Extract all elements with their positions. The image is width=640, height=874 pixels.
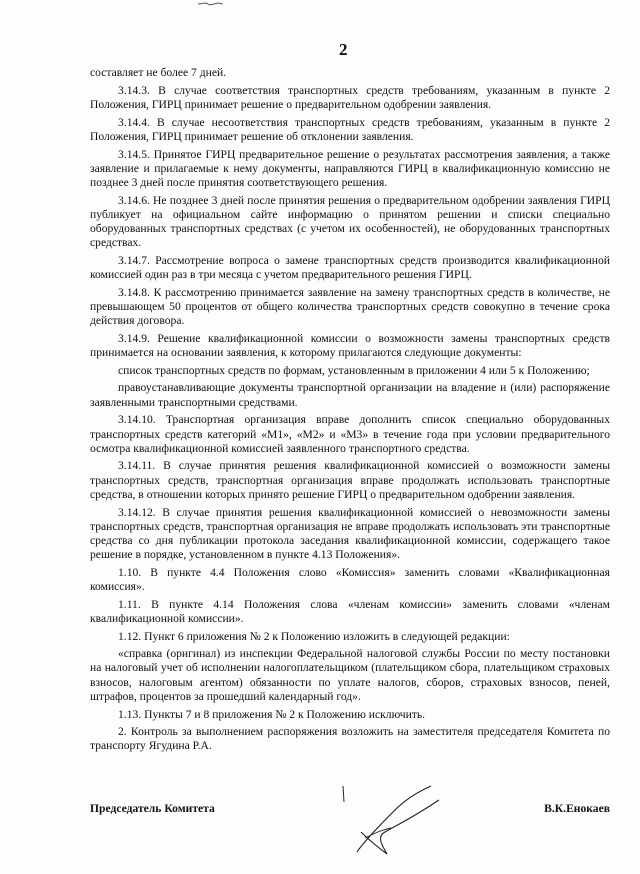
paragraph: 3.14.4. В случае несоответствия транспортных средств требованиям, указанным в пункте 2 Положения, ГИРЦ принимает решение об отклонении заявления. (90, 115, 610, 143)
paragraph: 3.14.8. К рассмотрению принимается заявление на замену транспортных средств в количестве, не превышающем 50 процентов от общего количества транспортных средств совокупно в течение срока действия договора. (90, 285, 610, 328)
handwritten-signature (335, 780, 445, 860)
signatory-name: В.К.Енокаев (544, 802, 610, 815)
paragraph: 1.12. Пункт 6 приложения № 2 к Положению изложить в следующей редакции: (118, 629, 510, 643)
paragraph: 3.14.10. Транспортная организация вправе дополнить список специально оборудованных транспортных средств категорий «М1», «М2» и «М3» в течение года при условии предварительного осмотра квалификационной комиссией заявленного транспортного средства. (90, 413, 610, 455)
paragraph: 3.14.7. Рассмотрение вопроса о замене транспортных средств производится квалификационной комиссией один раз в три месяца с учетом предварительного решения ГИРЦ. (90, 253, 610, 281)
paragraph: 3.14.3. В случае соответствия транспортных средств требованиям, указанным в пункте 2 Положения, ГИРЦ принимает решение о предварительном одобрении заявления. (90, 83, 610, 111)
paragraph: список транспортных средств по формам, установленным в приложении 4 или 5 к Положению; (118, 363, 590, 377)
page-number: 2 (339, 40, 348, 59)
signatory-title: Председатель Комитета (90, 802, 215, 815)
scan-mark (196, 0, 226, 8)
paragraph: составляет не более 7 дней. (90, 66, 227, 79)
document-body (90, 66, 610, 757)
paragraph: «справка (оригинал) из инспекции Федеральной налоговой службы России по месту постановки на налоговый учет об исполнении налогоплательщиком (плательщиком сбора, плательщиком страховых взносов, налоговым агентом) обязанности по уплате налогов, сборов, страховых взносов, пеней, штрафов, процентов за прошедший календарный год». (90, 647, 610, 703)
paragraph: 3.14.5. Принятое ГИРЦ предварительное решение о результатах рассмотрения заявления, а также заявление и прилагаемые к нему документы, направляются ГИРЦ в квалификационную комиссию не позднее 3 дней после принятия соответствующего решения. (90, 147, 610, 189)
paragraph: 3.14.12. В случае принятия решения квалификационной комиссией о невозможности замены транспортных средств, транспортная организация не вправе продолжать использовать эти транспортные средства со дня публикации протокола заседания квалификационной комиссии, содержащего такое решение в порядке, установленном в пункте 4.13 Положения». (90, 505, 610, 561)
paragraph: 1.13. Пункты 7 и 8 приложения № 2 к Положению исключить. (118, 707, 426, 721)
paragraph: правоустанавливающие документы транспортной организации на владение и (или) распоряжение заявленными транспортными средствами. (90, 381, 610, 409)
paragraph: 3.14.11. В случае принятия решения квалификационной комиссией о возможности замены транспортных средств, транспортная организация вправе продолжать использовать транспортные средства, в отношении которых принято решение ГИРЦ о предварительном одобрении заявления. (90, 459, 610, 501)
paragraph: 1.10. В пункте 4.4 Положения слово «Комиссия» заменить словами «Квалификационная комиссия». (90, 565, 610, 593)
paragraph: 3.14.6. Не позднее 3 дней после принятия решения о предварительном одобрении заявления ГИРЦ публикует на официальном сайте информацию о принятом решении и списки специально оборудованных транспортных средствах (с учетом их особенностей), не оборудованных транспортных средствах. (90, 193, 610, 250)
paragraph: 2. Контроль за выполнением распоряжения возложить на заместителя председателя Комитета по транспорту Ягудина Р.А. (90, 725, 610, 753)
paragraph: 3.14.9. Решение квалификационной комиссии о возможности замены транспортных средств принимается на основании заявления, к которому прилагаются следующие документы: (90, 331, 610, 359)
paragraph: 1.11. В пункте 4.14 Положения слова «членам комиссии» заменить словами «членам квалификационной комиссии». (90, 597, 610, 625)
